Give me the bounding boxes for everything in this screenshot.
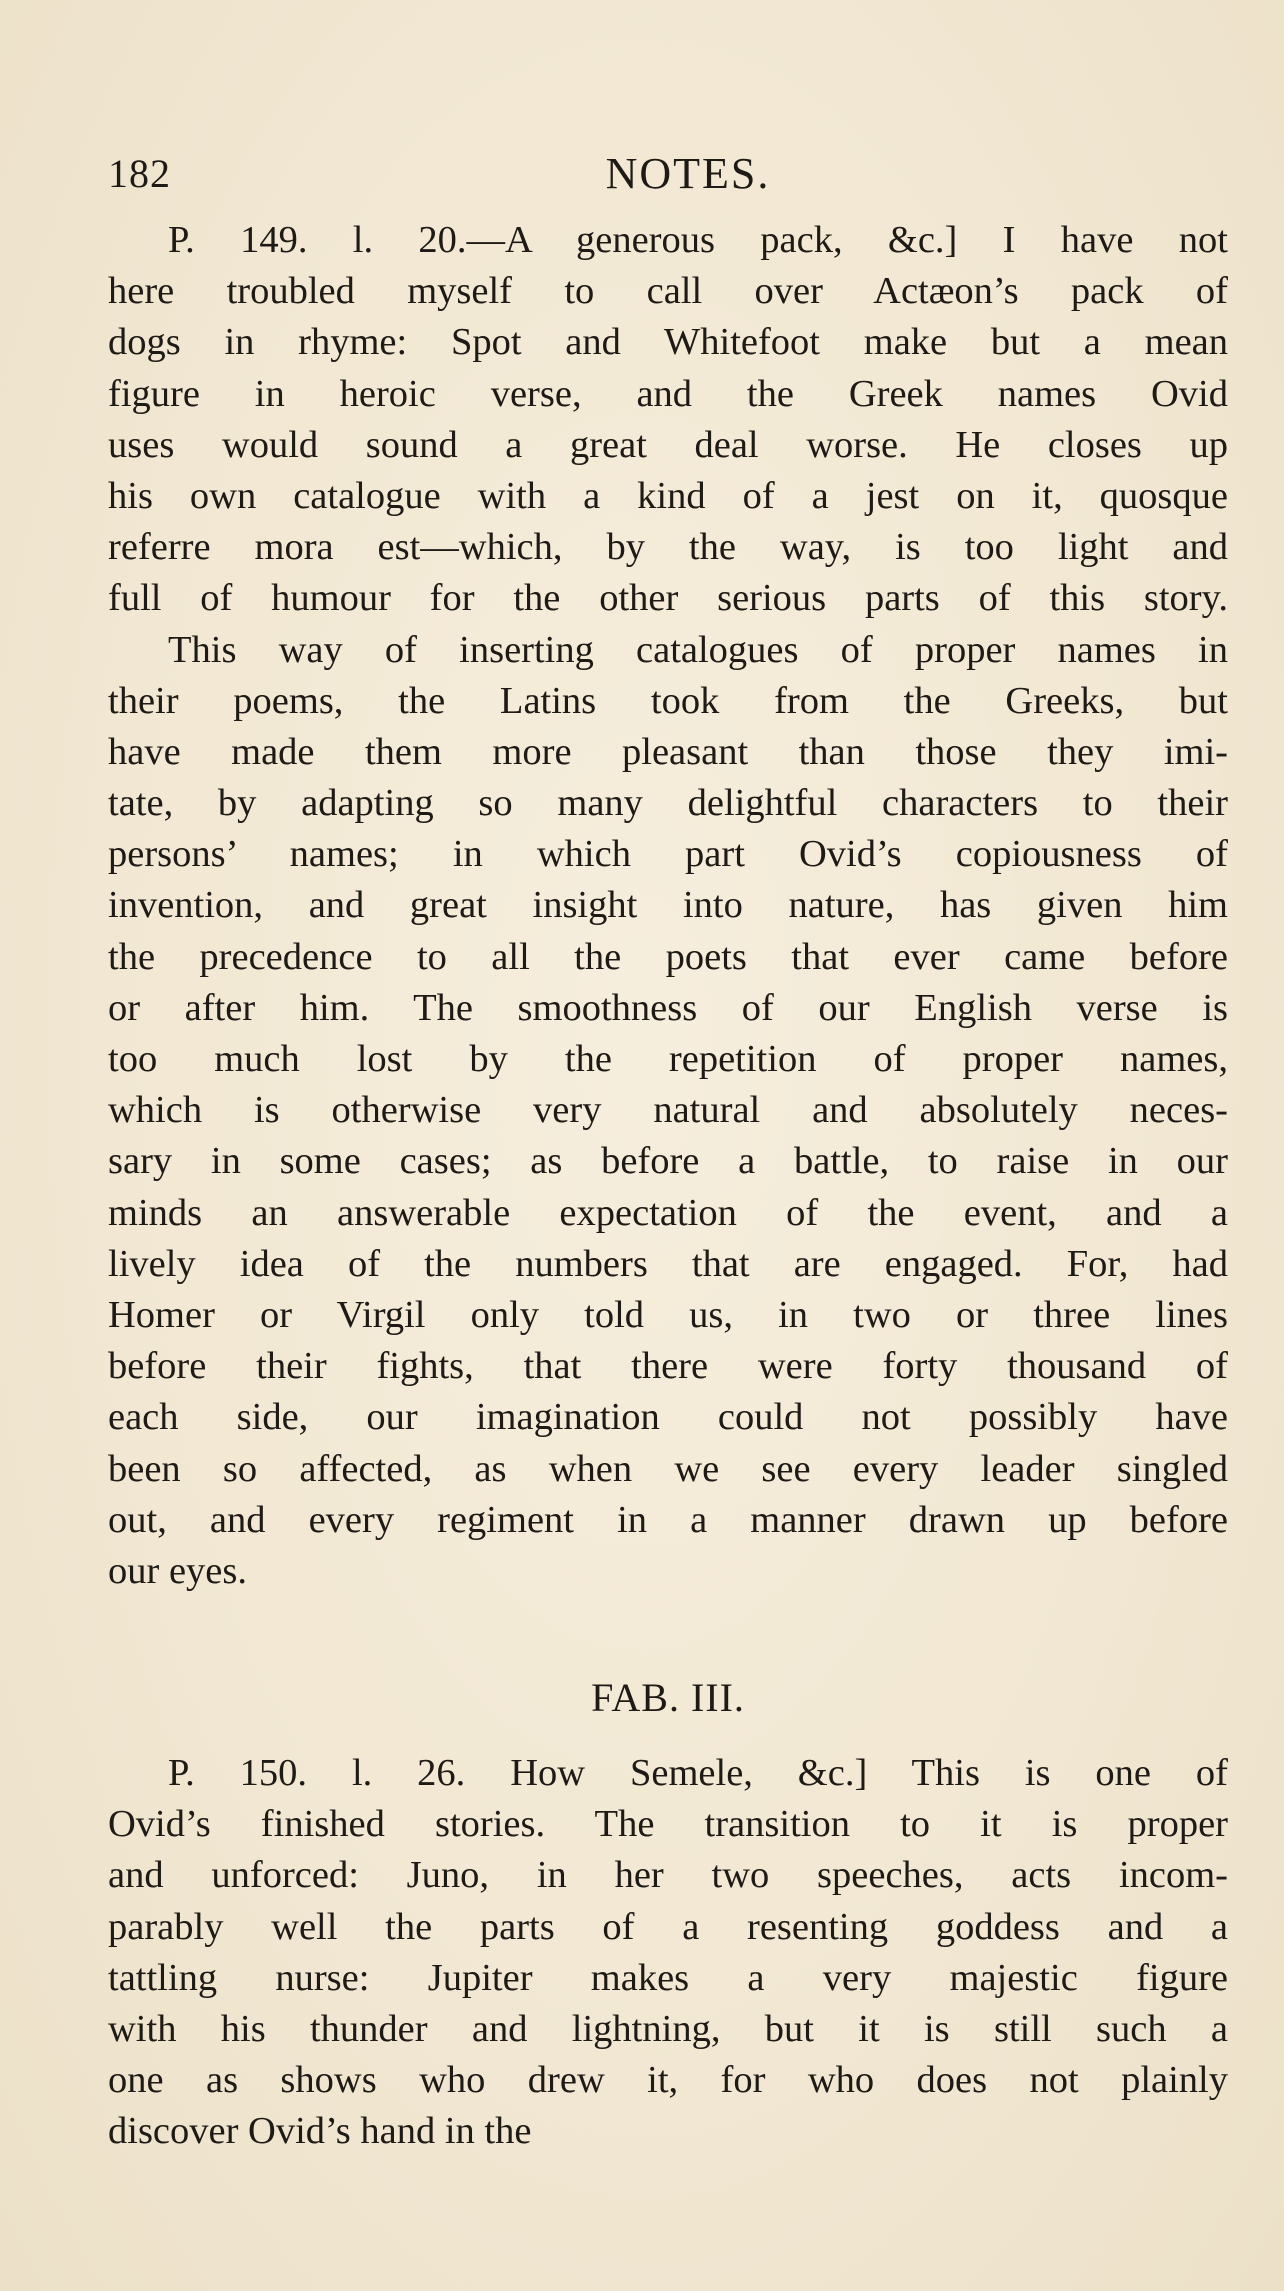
running-title: NOTES. bbox=[605, 149, 771, 198]
text-line: tate, by adapting so many delightful characters to their bbox=[108, 782, 1228, 825]
text-line: each side, our imagination could not possibly have bbox=[108, 1396, 1228, 1439]
page-header bbox=[108, 150, 1228, 210]
text-line: sary in some cases; as before a battle, to raise in our bbox=[108, 1140, 1228, 1183]
text-line: P. 149. l. 20.—A generous pack, &c.] I have not bbox=[168, 219, 1228, 261]
fable-notes-text-block bbox=[108, 1748, 1228, 2158]
text-line: Homer or Virgil only told us, in two or three lines bbox=[108, 1293, 1228, 1336]
text-line: been so affected, as when we see every leader singled bbox=[108, 1447, 1228, 1490]
text-line: invention, and great insight into nature, has given him bbox=[108, 884, 1228, 927]
text-line: have made them more pleasant than those they imi- bbox=[108, 730, 1228, 773]
text-line: uses would sound a great deal worse. He closes up bbox=[108, 423, 1228, 466]
text-line: lively idea of the numbers that are engaged. For, had bbox=[108, 1242, 1228, 1285]
text-line: too much lost by the repetition of proper names, bbox=[108, 1038, 1228, 1080]
text-line: and unforced: Juno, in her two speeches, acts incom- bbox=[108, 1854, 1228, 1897]
text-line: persons’ names; in which part Ovid’s copiousness of bbox=[108, 833, 1228, 876]
text-line: discover Ovid’s hand in the bbox=[108, 2110, 532, 2153]
text-line: one as shows who drew it, for who does not plainly bbox=[108, 2059, 1228, 2102]
text-line: This way of inserting catalogues of proper names in bbox=[168, 628, 1228, 671]
text-line: our eyes. bbox=[108, 1549, 247, 1592]
text-line: which is otherwise very natural and absolutely neces- bbox=[108, 1089, 1228, 1132]
section-heading: FAB. III. bbox=[591, 1675, 745, 1720]
text-line: full of humour for the other serious parts of this story. bbox=[108, 577, 1228, 620]
text-line: out, and every regiment in a manner drawn up before bbox=[108, 1498, 1228, 1541]
text-line: or after him. The smoothness of our English verse is bbox=[108, 986, 1228, 1029]
text-line: Ovid’s finished stories. The transition to it is proper bbox=[108, 1803, 1228, 1846]
text-line: the precedence to all the poets that ever came before bbox=[108, 935, 1228, 978]
text-line: his own catalogue with a kind of a jest on it, quosque bbox=[108, 474, 1228, 517]
page-number: 182 bbox=[108, 151, 171, 196]
text-line: with his thunder and lightning, but it is still such a bbox=[108, 2007, 1228, 2050]
text-line: here troubled myself to call over Actæon’s pack of bbox=[108, 270, 1228, 313]
text-line: before their fights, that there were forty thousand of bbox=[108, 1345, 1228, 1388]
text-line: dogs in rhyme: Spot and Whitefoot make but a mean bbox=[108, 321, 1228, 364]
text-line: parably well the parts of a resenting goddess and a bbox=[108, 1905, 1228, 1948]
text-line: P. 150. l. 26. How Semele, &c.] This is one of bbox=[168, 1752, 1228, 1794]
text-line: referre mora est—which, by the way, is too light and bbox=[108, 526, 1228, 569]
text-line: figure in heroic verse, and the Greek names Ovid bbox=[108, 372, 1228, 415]
text-line: tattling nurse: Jupiter makes a very majestic figure bbox=[108, 1956, 1228, 1999]
text-line: minds an answerable expectation of the event, and a bbox=[108, 1191, 1228, 1234]
notes-text-block bbox=[108, 215, 1228, 1597]
text-line: their poems, the Latins took from the Greeks, but bbox=[108, 679, 1228, 722]
